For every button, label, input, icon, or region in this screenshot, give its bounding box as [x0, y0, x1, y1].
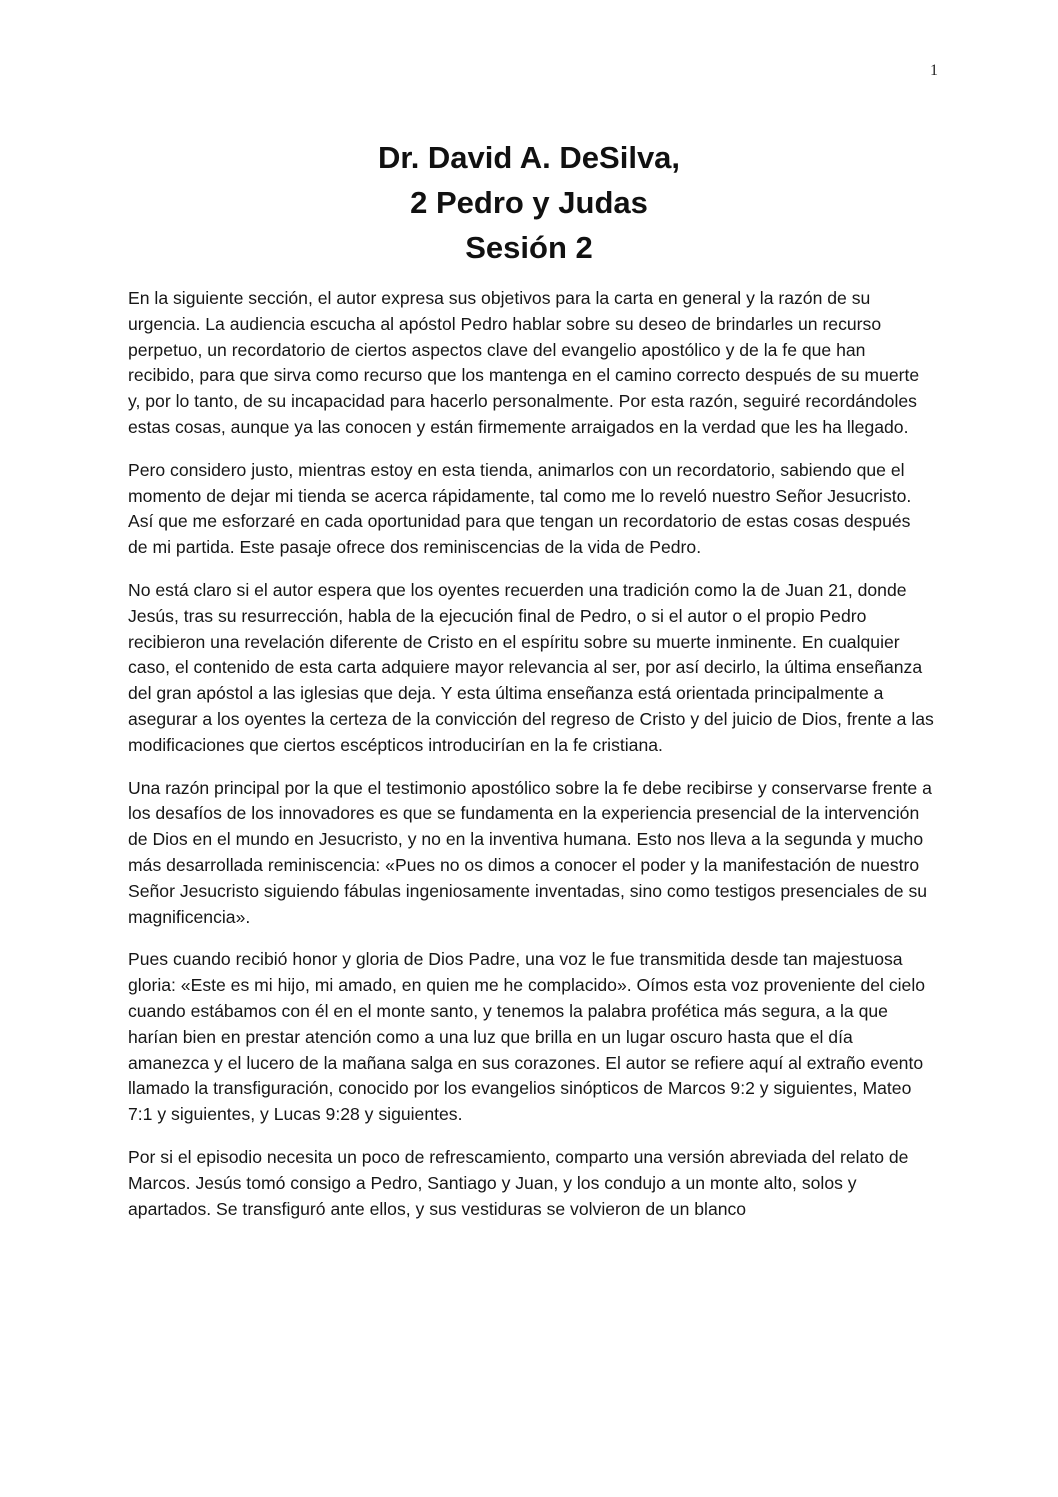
document-body [128, 286, 934, 1239]
paragraph: No está claro si el autor espera que los oyentes recuerden una tradición como la de Juan 21, donde Jesús, tras su resurrección, habla de la ejecución final de Pedro, o si el autor o el propio Pedro recibieron una revelación diferente de Cristo en el espíritu sobre su muerte inminente. En cualquier caso, el contenido de esta carta adquiere mayor relevancia al ser, por así decirlo, la última enseñanza del gran apóstol a las iglesias que deja. Y esta última enseñanza está orientada principalmente a asegurar a los oyentes la certeza de la convicción del regreso de Cristo y del juicio de Dios, frente a las modificaciones que ciertos escépticos introducirían en la fe cristiana. [128, 579, 934, 755]
paragraph: Una razón principal por la que el testimonio apostólico sobre la fe debe recibirse y conservarse frente a los desafíos de los innovadores es que se fundamenta en la experiencia presencial de la intervención de Dios en el mundo en Jesucristo, y no en la inventiva humana. Esto nos lleva a la segunda y mucho más desarrollada reminiscencia: «Pues no os dimos a conocer el poder y la manifestación de nuestro Señor Jesucristo siguiendo fábulas ingeniosamente inventadas, sino como testigos presenciales de su magnificencia». [128, 777, 932, 927]
paragraph: Pero considero justo, mientras estoy en esta tienda, animarlos con un recordatorio, sabiendo que el momento de dejar mi tienda se acerca rápidamente, tal como me lo reveló nuestro Señor Jesucristo. Así que me esforzaré en cada oportunidad para que tengan un recordatorio de estas cosas después de mi partida. Este pasaje ofrece dos reminiscencias de la vida de Pedro. [128, 459, 912, 558]
page-number: 1 [930, 62, 938, 79]
paragraph: Por si el episodio necesita un poco de refrescamiento, comparto una versión abreviada del relato de Marcos. Jesús tomó consigo a Pedro, Santiago y Juan, y los condujo a un monte alto, solos y apartados. Se transfiguró ante ellos, y sus vestiduras se volvieron de un blanco [128, 1146, 909, 1219]
paragraph: En la siguiente sección, el autor expresa sus objetivos para la carta en general y la razón de su urgencia. La audiencia escucha al apóstol Pedro hablar sobre su deseo de brindarles un recurso perpetuo, un recordatorio de ciertos aspectos clave del evangelio apostólico y de la fe que han recibido, para que sirva como recurso que los mantenga en el camino correcto después de su muerte y, por lo tanto, de su incapacidad para hacerlo personalmente. Por esta razón, seguiré recordándoles estas cosas, aunque ya las conocen y están firmemente arraigados en la verdad que les ha llegado. [128, 288, 920, 437]
paragraph: Pues cuando recibió honor y gloria de Dios Padre, una voz le fue transmitida desde tan majestuosa gloria: «Este es mi hijo, mi amado, en quien me he complacido». Oímos esta voz proveniente del cielo cuando estábamos con él en el monte santo, y tenemos la palabra profética más segura, a la que harían bien en prestar atención como a una luz que brilla en un lugar oscuro hasta que el día amanezca y el lucero de la mañana salga en sus corazones. El autor se refiere aquí al extraño evento llamado la transfiguración, conocido por los evangelios sinópticos de Marcos 9:2 y siguientes, Mateo 7:1 y siguientes, y Lucas 9:28 y siguientes. [128, 949, 926, 1125]
title-author: Dr. David A. DeSilva, [377, 140, 681, 175]
title-subject: 2 Pedro y Judas [410, 185, 648, 220]
document-title [0, 135, 1058, 270]
title-session: Sesión 2 [465, 230, 593, 265]
